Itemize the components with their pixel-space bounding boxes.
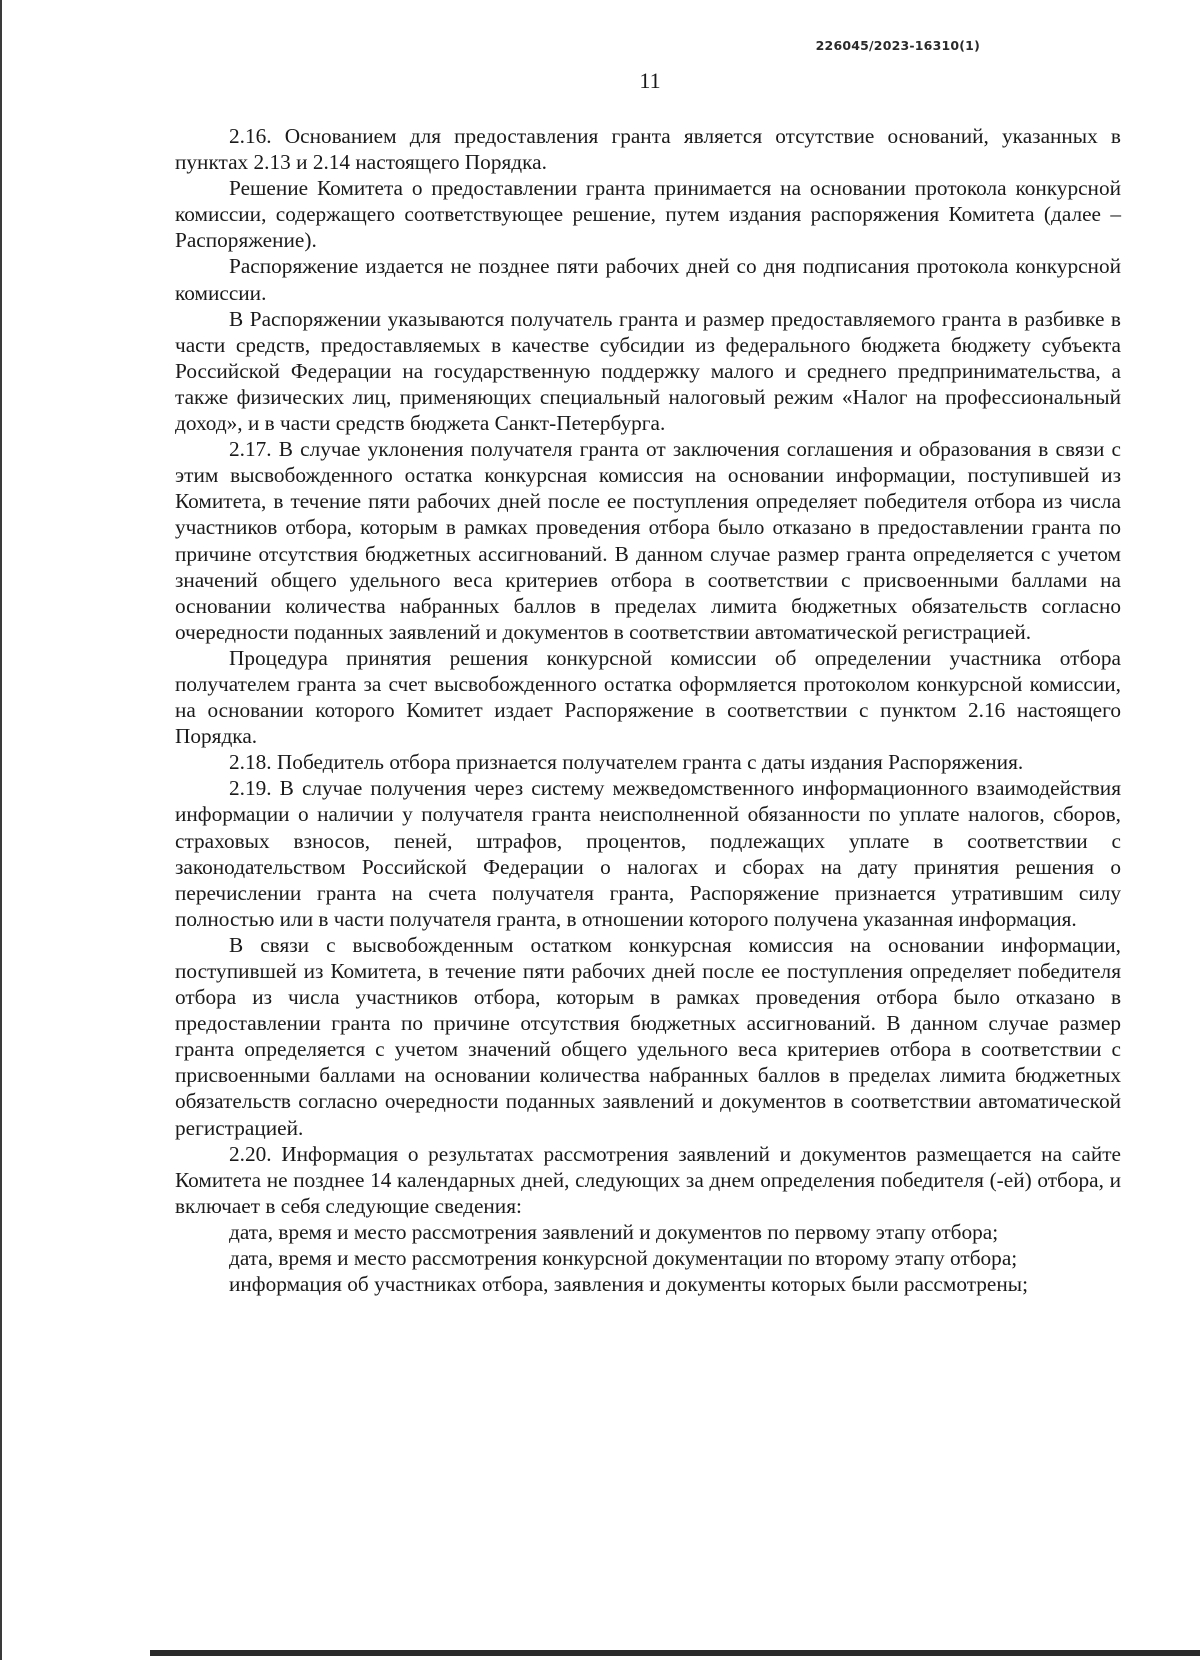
scan-left-edge	[0, 0, 2, 1660]
paragraph-2-20: 2.20. Информация о результатах рассмотрения заявлений и документов размещается на сайте Комитета не позднее 14 календарных дней, следующих за днем определения победителя (-ей) отбора, и включает в себя следующие сведения:	[175, 1141, 1121, 1218]
paragraph-order-contents: В Распоряжении указываются получатель гранта и размер предоставляемого гранта в разбивке в части средств, предоставляемых в качестве субсидии из федерального бюджета бюджету субъекта Российской Федерации на государственную поддержку малого и среднего предпринимательства, а также физических лиц, применяющих специальный налоговый режим «Налог на профессиональный доход», и в части средств бюджета Санкт-Петербурга.	[175, 306, 1121, 436]
paragraph-2-17: 2.17. В случае уклонения получателя гранта от заключения соглашения и образования в связи с этим высвобожденного остатка конкурсная комиссия на основании информации, поступившей из Комитета, в течение пяти рабочих дней после ее поступления определяет победителя отбора из числа участников отбора, которым в рамках проведения отбора было отказано в предоставлении гранта по причине отсутствия бюджетных ассигнований. В данном случае размер гранта определяется с учетом значений общего удельного веса критериев отбора в соответствии с присвоенными баллами на основании количества набранных баллов в пределах лимита бюджетных обязательств согласно очередности поданных заявлений и документов в соответствии автоматической регистрацией.	[175, 437, 1121, 644]
scan-bottom-edge	[150, 1650, 1200, 1656]
document-body	[175, 123, 1121, 1297]
document-id: 226045/2023-16310(1)	[815, 38, 980, 53]
paragraph-procedure: Процедура принятия решения конкурсной комиссии об определении участника отбора получателем гранта за счет высвобожденного остатка оформляется протоколом конкурсной комиссии, на основании которого Комитет издает Распоряжение в соответствии с пунктом 2.16 настоящего Порядка.	[175, 645, 1121, 749]
list-item: дата, время и место рассмотрения конкурсной документации по второму этапу отбора;	[229, 1246, 1018, 1271]
paragraph-2-16: 2.16. Основанием для предоставления гранта является отсутствие оснований, указанных в пунктах 2.13 и 2.14 настоящего Порядка.	[175, 124, 1121, 175]
paragraph-2-18: 2.18. Победитель отбора признается получателем гранта с даты издания Распоряжения.	[229, 750, 1024, 775]
list-item: дата, время и место рассмотрения заявлений и документов по первому этапу отбора;	[229, 1219, 999, 1244]
list-item: информация об участниках отбора, заявления и документы которых были рассмотрены;	[229, 1272, 1028, 1297]
paragraph-released-balance: В связи с высвобожденным остатком конкурсная комиссия на основании информации, поступившей из Комитета, в течение пяти рабочих дней после ее поступления определяет победителя отбора из числа участников отбора, которым в рамках проведения отбора было отказано в предоставлении гранта по причине отсутствия бюджетных ассигнований. В данном случае размер гранта определяется с учетом значений общего удельного веса критериев отбора в соответствии с присвоенными баллами на основании количества набранных баллов в пределах лимита бюджетных обязательств согласно очередности поданных заявлений и документов в соответствии автоматической регистрацией.	[175, 932, 1121, 1140]
paragraph-2-19: 2.19. В случае получения через систему межведомственного информационного взаимодействия информации о наличии у получателя гранта неисполненной обязанности по уплате налогов, сборов, страховых взносов, пеней, штрафов, процентов, подлежащих уплате в соответствии с законодательством Российской Федерации о налогах и сборах на дату принятия решения о перечислении гранта на счета получателя гранта, Распоряжение признается утратившим силу полностью или в части получателя гранта, в отношении которого получена указанная информация.	[175, 776, 1121, 931]
paragraph-order-issue: Распоряжение издается не позднее пяти рабочих дней со дня подписания протокола конкурсной комиссии.	[175, 254, 1121, 305]
paragraph-decision: Решение Комитета о предоставлении гранта принимается на основании протокола конкурсной комиссии, содержащего соответствующее решение, путем издания распоряжения Комитета (далее – Распоряжение).	[175, 176, 1121, 253]
page-number: 11	[639, 68, 661, 93]
